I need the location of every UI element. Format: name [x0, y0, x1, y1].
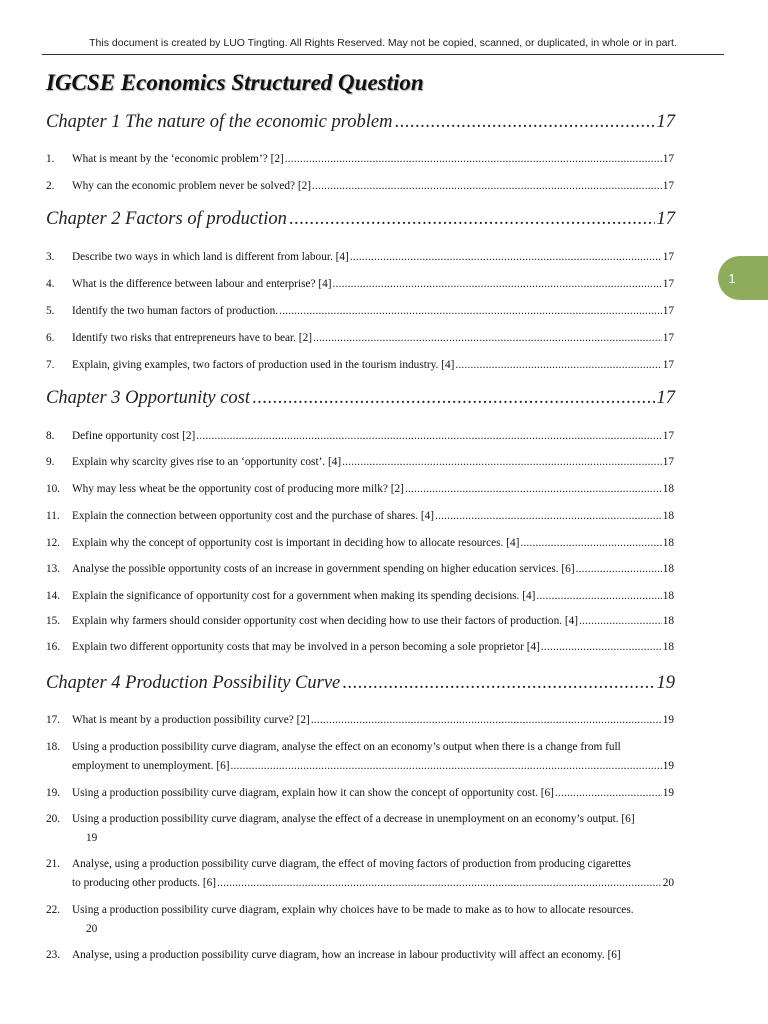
- leader-dots: [350, 248, 662, 266]
- entry-text: Using a production possibility curve diagram, explain why choices have to be made to make as to how to allocate resources.: [72, 904, 634, 916]
- leader-dots: [455, 356, 661, 374]
- entry-page: 18: [662, 590, 674, 602]
- entry-page: 18: [662, 641, 674, 653]
- entry-text-continued: to producing other products. [6]: [72, 877, 217, 889]
- entry-number: 17.: [46, 714, 61, 726]
- entry-page: 20: [662, 877, 674, 889]
- chapter-page: 17: [656, 388, 675, 408]
- entry-page: 17: [662, 180, 674, 192]
- entry-page: 18: [662, 483, 674, 495]
- entry-page: 19: [662, 760, 674, 772]
- entry-number: 12.: [46, 537, 61, 549]
- toc-chapter-2[interactable]: [46, 209, 675, 230]
- entry-text: Explain the significance of opportunity cost for a government when making its spending decisions. [4]: [72, 590, 536, 602]
- entry-number: 21.: [46, 858, 61, 870]
- leader-dots: [196, 427, 661, 445]
- toc-chapter-4[interactable]: [46, 673, 675, 694]
- entry-page: 17: [662, 251, 674, 263]
- toc-chapter-1[interactable]: [46, 112, 675, 133]
- leader-dots: [311, 711, 662, 729]
- document-title: IGCSE Economics Structured Question: [46, 70, 424, 95]
- chapter-page: 19: [656, 673, 675, 693]
- entry-number: 6.: [46, 332, 55, 344]
- entry-text: Explain the connection between opportunity cost and the purchase of shares. [4]: [72, 510, 435, 522]
- leader-dots: [576, 560, 662, 578]
- entry-number: 5.: [46, 305, 55, 317]
- leader-dots: [394, 112, 654, 133]
- page-number-badge: 1: [718, 256, 768, 300]
- entry-text: Explain, giving examples, two factors of production used in the tourism industry. [4]: [72, 359, 455, 371]
- entry-number: 9.: [46, 456, 55, 468]
- entry-number: 15.: [46, 615, 61, 627]
- chapter-label: Chapter 4 Production Possibility Curve: [46, 673, 341, 693]
- entry-text: Analyse, using a production possibility curve diagram, the effect of moving factors of production from producing cigarettes: [72, 858, 631, 870]
- header-copyright-note: This document is created by LUO Tingting. All Rights Reserved. May not be copied, scanned, or duplicated, in whole or in part.: [89, 37, 677, 49]
- leader-dots: [333, 275, 662, 293]
- leader-dots: [579, 612, 662, 630]
- chapter-page: 17: [656, 209, 675, 229]
- entry-page: 18: [662, 510, 674, 522]
- entry-text: Using a production possibility curve diagram, analyse the effect of a decrease in unemployment on an economy’s output. [6]: [72, 813, 635, 825]
- entry-text: Define opportunity cost [2]: [72, 430, 196, 442]
- entry-text: Explain two different opportunity costs that may be involved in a person becoming a sole proprietor [4]: [72, 641, 540, 653]
- entry-text: Using a production possibility curve diagram, analyse the effect on an economy’s output when there is a change from full: [72, 741, 621, 753]
- toc-chapter-3[interactable]: [46, 388, 675, 409]
- leader-dots: [231, 757, 662, 775]
- entry-text: What is meant by a production possibility curve? [2]: [72, 714, 310, 726]
- leader-dots: [252, 388, 654, 409]
- entry-text: Identify the two human factors of production.: [72, 305, 279, 317]
- entry-page: 20: [86, 923, 98, 935]
- entry-number: 3.: [46, 251, 55, 263]
- entry-number: 10.: [46, 483, 61, 495]
- leader-dots: [279, 302, 662, 320]
- entry-page: 18: [662, 537, 674, 549]
- entry-number: 7.: [46, 359, 55, 371]
- entry-number: 20.: [46, 813, 61, 825]
- entry-page: 18: [662, 563, 674, 575]
- entry-number: 16.: [46, 641, 61, 653]
- leader-dots: [536, 587, 661, 605]
- entry-page: 17: [662, 332, 674, 344]
- entry-page: 17: [662, 278, 674, 290]
- leader-dots: [289, 209, 655, 230]
- entry-text: Analyse, using a production possibility curve diagram, how an increase in labour productivity will affect an economy. [6]: [72, 949, 621, 961]
- entry-text: Explain why farmers should consider opportunity cost when deciding how to use their factors of production. [4]: [72, 615, 579, 627]
- entry-number: 1.: [46, 153, 55, 165]
- chapter-page: 17: [656, 112, 675, 132]
- leader-dots: [312, 177, 662, 195]
- entry-page: 19: [662, 787, 674, 799]
- entry-page: 18: [662, 615, 674, 627]
- entry-number: 19.: [46, 787, 61, 799]
- leader-dots: [285, 150, 662, 168]
- entry-text: Why may less wheat be the opportunity cost of producing more milk? [2]: [72, 483, 404, 495]
- entry-number: 8.: [46, 430, 55, 442]
- leader-dots: [435, 507, 662, 525]
- entry-text: Analyse the possible opportunity costs of an increase in government spending on higher education services. [6]: [72, 563, 575, 575]
- entry-page: 19: [662, 714, 674, 726]
- chapter-label: Chapter 3 Opportunity cost: [46, 388, 251, 408]
- entry-text: Describe two ways in which land is different from labour. [4]: [72, 251, 349, 263]
- leader-dots: [313, 329, 662, 347]
- entry-page: 17: [662, 153, 674, 165]
- leader-dots: [541, 638, 662, 656]
- chapter-label: Chapter 1 The nature of the economic problem: [46, 112, 393, 132]
- header-divider: [42, 54, 724, 55]
- entry-text: Using a production possibility curve diagram, explain how it can show the concept of opportunity cost. [6]: [72, 787, 554, 799]
- leader-dots: [555, 784, 662, 802]
- entry-number: 4.: [46, 278, 55, 290]
- entry-text: Explain why scarcity gives rise to an ‘opportunity cost’. [4]: [72, 456, 342, 468]
- entry-text-continued: employment to unemployment. [6]: [72, 760, 230, 772]
- leader-dots: [342, 673, 654, 694]
- entry-text: Explain why the concept of opportunity cost is important in deciding how to allocate resources. [4]: [72, 537, 520, 549]
- entry-text: What is meant by the ‘economic problem’? [2]: [72, 153, 284, 165]
- entry-page: 17: [662, 305, 674, 317]
- entry-page: 17: [662, 430, 674, 442]
- entry-page: 17: [662, 456, 674, 468]
- entry-number: 23.: [46, 949, 61, 961]
- entry-text: What is the difference between labour and enterprise? [4]: [72, 278, 332, 290]
- entry-text: Identify two risks that entrepreneurs have to bear. [2]: [72, 332, 312, 344]
- leader-dots: [342, 453, 662, 471]
- leader-dots: [217, 874, 662, 892]
- leader-dots: [520, 534, 661, 552]
- chapter-label: Chapter 2 Factors of production: [46, 209, 287, 229]
- entry-number: 22.: [46, 904, 61, 916]
- entry-number: 11.: [46, 510, 60, 522]
- entry-number: 14.: [46, 590, 61, 602]
- entry-text: Why can the economic problem never be solved? [2]: [72, 180, 312, 192]
- entry-number: 2.: [46, 180, 55, 192]
- entry-page: 17: [662, 359, 674, 371]
- leader-dots: [405, 480, 662, 498]
- entry-number: 13.: [46, 563, 61, 575]
- entry-page: 19: [86, 832, 98, 844]
- entry-number: 18.: [46, 741, 61, 753]
